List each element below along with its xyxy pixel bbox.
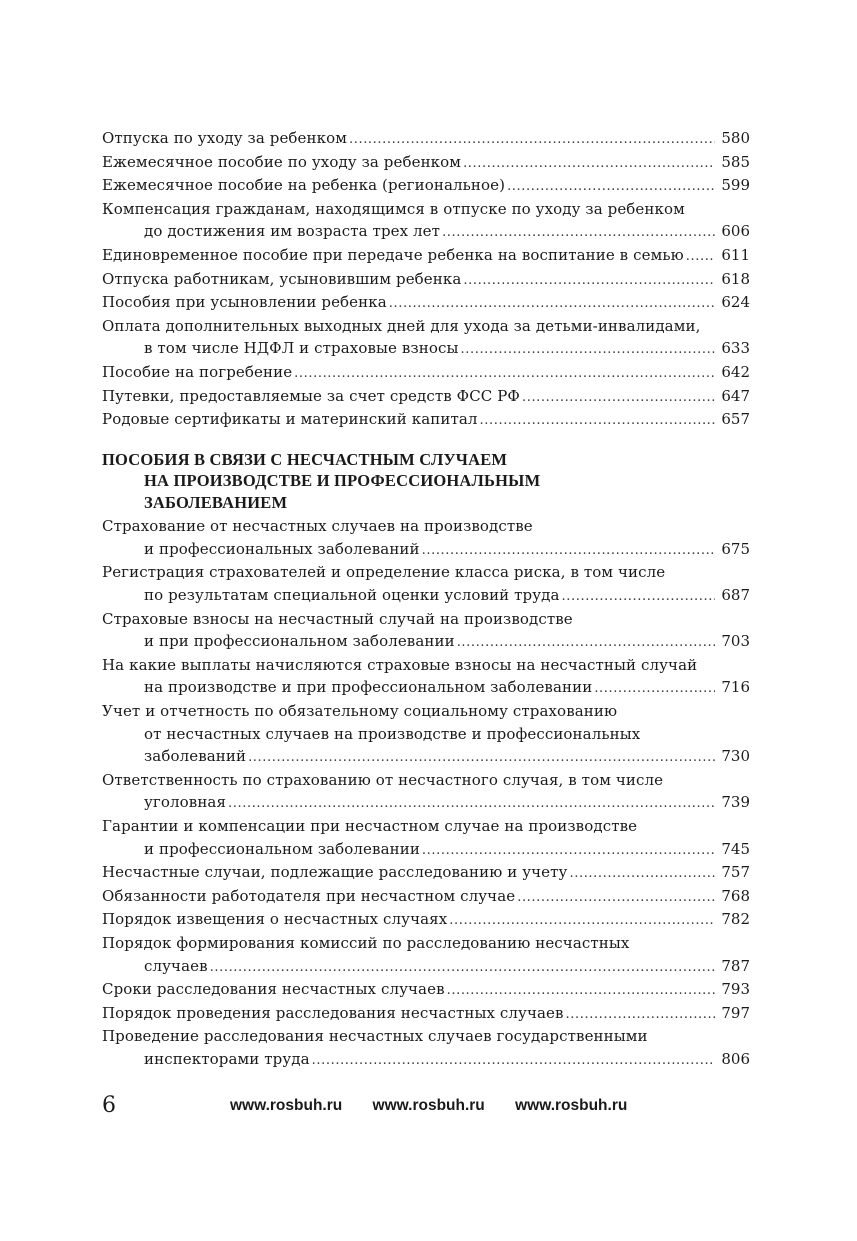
toc-entry[interactable]: [102, 815, 750, 860]
toc-entry-title: Гарантии и компенсации при несчастном случае на производстве: [102, 816, 638, 835]
toc-entry-line: [102, 268, 750, 291]
section-heading-line: ПОСОБИЯ В СВЯЗИ С НЕСЧАСТНЫМ СЛУЧАЕМ: [102, 449, 508, 469]
toc-entry-line: [102, 315, 750, 338]
dot-leader: [248, 747, 715, 768]
toc-entry[interactable]: [102, 408, 750, 431]
page-number: 6: [102, 1093, 116, 1118]
toc-entry-title: Страхование от несчастных случаев на производстве: [102, 517, 533, 536]
dot-leader: [517, 887, 715, 908]
dot-leader: [447, 980, 715, 1001]
toc-entry-line: [102, 676, 750, 699]
toc-entry[interactable]: [102, 978, 750, 1001]
section-heading-line: ЗАБОЛЕВАНИЕМ: [144, 492, 288, 512]
dot-leader: [686, 246, 715, 267]
toc-entry[interactable]: [102, 268, 750, 291]
toc-entry[interactable]: [102, 385, 750, 408]
toc-entry[interactable]: [102, 198, 750, 243]
toc-entry-line: [102, 174, 750, 197]
dot-leader: [457, 632, 715, 653]
toc-entry[interactable]: [102, 654, 750, 699]
toc-entry-title: Пособие на погребение: [102, 362, 293, 381]
toc-entry-title: Единовременное пособие при передаче ребенка на воспитание в семью: [102, 245, 684, 264]
dot-leader: [463, 270, 715, 291]
toc-page-number: 657: [721, 410, 750, 429]
dot-leader: [480, 410, 715, 431]
toc-entry-title: Проведение расследования несчастных случаев государственными: [102, 1027, 648, 1046]
toc-entry-line: [102, 978, 750, 1001]
toc-page-number: 642: [721, 362, 750, 381]
toc-entry-line: [102, 630, 750, 653]
toc-page-number: 675: [721, 539, 750, 558]
dot-leader: [522, 387, 715, 408]
section-heading: [102, 449, 750, 514]
toc-entry-title: Учет и отчетность по обязательному социальному страхованию: [102, 701, 618, 720]
dot-leader: [461, 339, 715, 360]
toc-page-number: 624: [721, 293, 750, 312]
footer-urls: [230, 1097, 653, 1115]
toc-entry-title: уголовная: [144, 793, 227, 812]
toc-entry[interactable]: [102, 608, 750, 653]
toc-entry[interactable]: [102, 769, 750, 814]
toc-page-number: 757: [721, 863, 750, 882]
toc-page-number: 787: [721, 956, 750, 975]
toc-page-number: 793: [721, 980, 750, 999]
toc-entry-line: [102, 151, 750, 174]
toc-entry-title: Ежемесячное пособие по уходу за ребенком: [102, 152, 462, 171]
toc-entry-title: случаев: [144, 956, 208, 975]
toc-entry-line: [102, 127, 750, 150]
toc-page-number: 745: [721, 839, 750, 858]
toc-entry-title: Путевки, предоставляемые за счет средств ФСС РФ: [102, 386, 520, 405]
toc-entry[interactable]: [102, 885, 750, 908]
toc-entry-title: от несчастных случаев на производстве и профессиональных: [144, 724, 641, 743]
toc-entry-line: [102, 861, 750, 884]
toc-entry[interactable]: [102, 932, 750, 977]
dot-leader: [210, 957, 715, 978]
dot-leader: [594, 678, 715, 699]
toc-entry[interactable]: [102, 1002, 750, 1025]
toc-entry-title: На какие выплаты начисляются страховые взносы на несчастный случай: [102, 655, 698, 674]
toc-entry[interactable]: [102, 151, 750, 174]
toc-entry-title: до достижения им возраста трех лет: [144, 222, 441, 241]
toc-entry-title: Порядок извещения о несчастных случаях: [102, 910, 448, 929]
toc-entry-title: заболеваний: [144, 747, 247, 766]
toc-entry-title: Оплата дополнительных выходных дней для ухода за детьми-инвалидами,: [102, 316, 701, 335]
toc-entry-line: [102, 908, 750, 931]
toc-page-number: 730: [721, 747, 750, 766]
toc-page-number: 606: [721, 222, 750, 241]
toc-page-number: 585: [721, 152, 750, 171]
toc-entry-title: Отпуска работникам, усыновившим ребенка: [102, 269, 462, 288]
toc-entry-line: [102, 538, 750, 561]
toc-page-number: 739: [721, 793, 750, 812]
toc-entry-line: [102, 608, 750, 631]
dot-leader: [228, 793, 715, 814]
footer-url[interactable]: www.rosbuh.ru: [230, 1097, 343, 1114]
toc-page-number: 716: [721, 678, 750, 697]
toc-entry[interactable]: [102, 1025, 750, 1070]
toc-entry-title: на производстве и при профессиональном заболевании: [144, 678, 593, 697]
toc-entry-line: [102, 408, 750, 431]
dot-leader: [422, 540, 715, 561]
dot-leader: [312, 1050, 715, 1071]
toc-entry-line: [102, 745, 750, 768]
dot-leader: [294, 363, 715, 384]
toc-entry[interactable]: [102, 515, 750, 560]
toc-entry-title: Ответственность по страхованию от несчастного случая, в том числе: [102, 770, 664, 789]
toc-entry-title: Родовые сертификаты и материнский капитал: [102, 410, 478, 429]
toc-entry-line: [102, 885, 750, 908]
toc-entry-title: Порядок формирования комиссий по расследованию несчастных: [102, 933, 630, 952]
toc-page-number: 599: [721, 176, 750, 195]
toc-page-number: 611: [721, 245, 750, 264]
toc-entry-title: Регистрация страхователей и определение класса риска, в том числе: [102, 563, 666, 582]
toc-entry-title: Отпуска по уходу за ребенком: [102, 129, 347, 147]
dot-leader: [422, 840, 715, 861]
toc-page-number: 782: [721, 910, 750, 929]
toc-entry-line: [102, 385, 750, 408]
toc-page-number: 768: [721, 886, 750, 905]
toc-entry[interactable]: [102, 700, 750, 768]
toc-group-top: [102, 127, 750, 431]
toc-entry[interactable]: [102, 291, 750, 314]
toc-entry-title: Несчастные случаи, подлежащие расследованию и учету: [102, 863, 568, 882]
toc-page-number: 618: [721, 269, 750, 288]
toc-entry-title: Пособия при усыновлении ребенка: [102, 293, 387, 312]
toc-page-number: 703: [721, 632, 750, 651]
dot-leader: [463, 153, 715, 174]
toc-page-number: 633: [721, 339, 750, 358]
toc-entry-line: [102, 515, 750, 538]
dot-leader: [389, 293, 715, 314]
toc-entry[interactable]: [102, 861, 750, 884]
toc-entry[interactable]: [102, 561, 750, 606]
toc-entry-line: [102, 654, 750, 677]
toc-entry[interactable]: [102, 127, 750, 150]
toc-entry-line: [102, 361, 750, 384]
toc-entry-line: [102, 1002, 750, 1025]
toc-entry-line: [102, 244, 750, 267]
toc-entry-title: Обязанности работодателя при несчастном случае: [102, 886, 516, 905]
toc-entry-line: [102, 584, 750, 607]
toc-group-section: [102, 515, 750, 1070]
toc-entry-title: Страховые взносы на несчастный случай на производстве: [102, 609, 573, 628]
toc-entry-line: [102, 769, 750, 792]
toc-entry-title: и профессиональном заболевании: [144, 839, 420, 858]
toc-entry-title: Компенсация гражданам, находящимся в отпуске по уходу за ребенком: [102, 199, 685, 218]
dot-leader: [507, 176, 715, 197]
toc-page-number: 797: [721, 1003, 750, 1022]
dot-leader: [449, 910, 715, 931]
toc-entry-line: [102, 815, 750, 838]
page-footer: [102, 1093, 750, 1123]
dot-leader: [566, 1004, 715, 1025]
toc-entry[interactable]: [102, 244, 750, 267]
toc-page-number: 687: [721, 586, 750, 604]
toc-entry-title: по результатам специальной оценки условий труда: [144, 586, 560, 604]
toc-entry-line: [102, 198, 750, 221]
toc-page-number: 806: [721, 1049, 750, 1068]
toc-entry-title: инспекторами труда: [144, 1049, 310, 1068]
toc-entry-title: Сроки расследования несчастных случаев: [102, 980, 445, 999]
footer-url[interactable]: www.rosbuh.ru: [515, 1097, 628, 1114]
toc-entry-line: [102, 561, 750, 584]
toc-entry[interactable]: [102, 361, 750, 384]
toc-entry[interactable]: [102, 315, 750, 360]
table-of-contents: [102, 127, 750, 1071]
toc-entry-line: [102, 723, 750, 746]
toc-entry[interactable]: [102, 908, 750, 931]
toc-entry-title: Ежемесячное пособие на ребенка (региональное): [102, 176, 506, 195]
toc-entry-line: [102, 1025, 750, 1048]
toc-entry-line: [102, 932, 750, 955]
toc-entry-title: и при профессиональном заболевании: [144, 632, 455, 651]
toc-entry-title: Порядок проведения расследования несчастных случаев: [102, 1003, 564, 1022]
footer-url[interactable]: www.rosbuh.ru: [372, 1097, 485, 1114]
toc-page-number: 580: [721, 129, 750, 147]
section-heading-line: НА ПРОИЗВОДСТВЕ И ПРОФЕССИОНАЛЬНЫМ: [144, 471, 541, 491]
toc-entry-line: [102, 220, 750, 243]
toc-entry-line: [102, 291, 750, 314]
toc-entry-title: в том числе НДФЛ и страховые взносы: [144, 339, 459, 358]
dot-leader: [349, 129, 715, 150]
toc-entry[interactable]: [102, 174, 750, 197]
toc-entry-line: [102, 337, 750, 360]
dot-leader: [442, 222, 715, 243]
toc-entry-title: и профессиональных заболеваний: [144, 539, 420, 558]
toc-page-number: 647: [721, 386, 750, 405]
dot-leader: [570, 863, 716, 884]
toc-entry-line: [102, 838, 750, 861]
dot-leader: [562, 586, 715, 607]
toc-entry-line: [102, 1048, 750, 1071]
toc-entry-line: [102, 700, 750, 723]
toc-entry-line: [102, 955, 750, 978]
toc-entry-line: [102, 791, 750, 814]
